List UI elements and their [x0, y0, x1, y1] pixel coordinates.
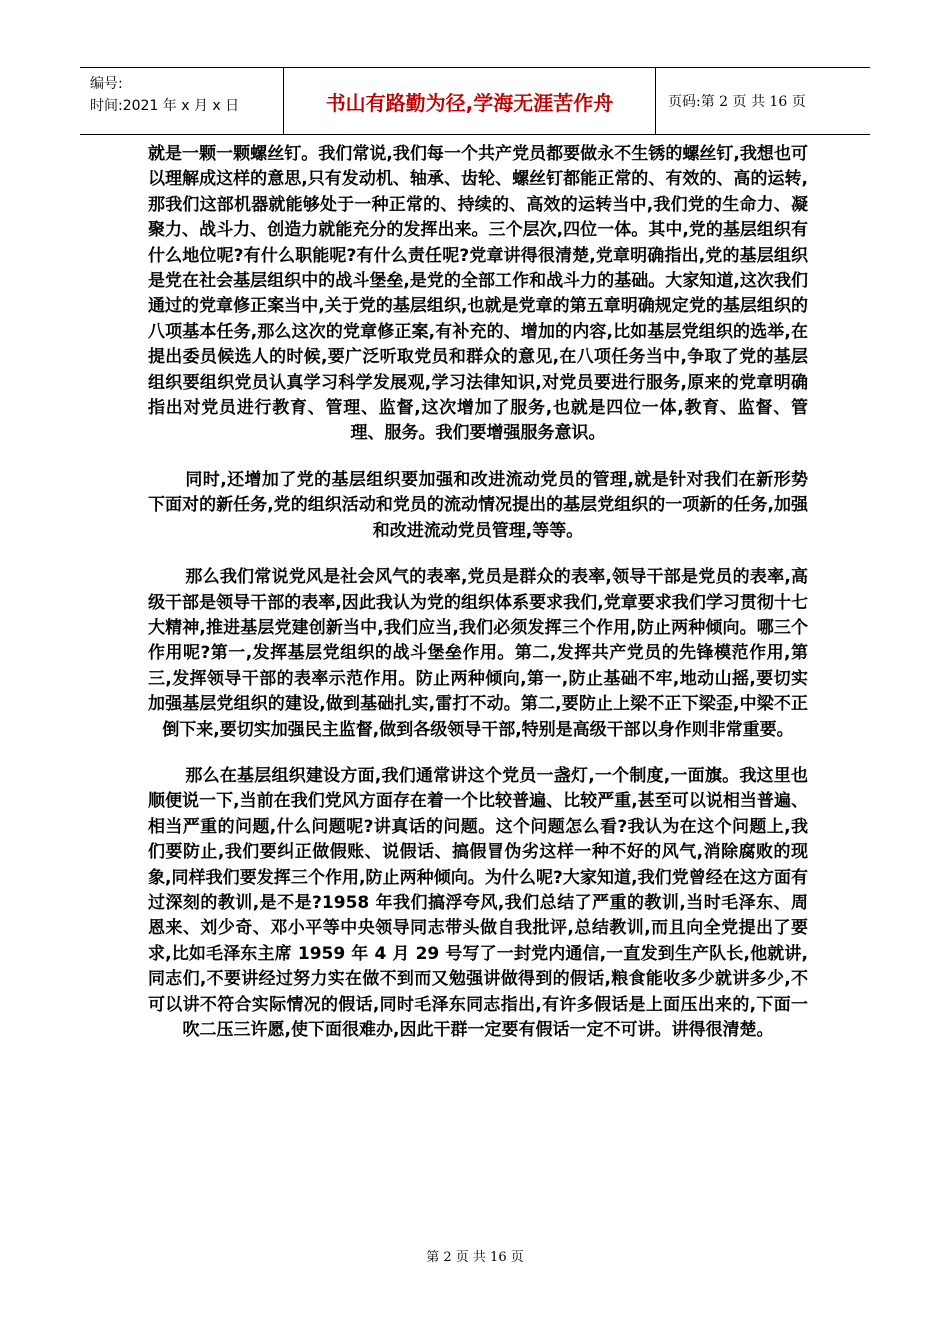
header-page-info: 页码:第 2 页 共 16 页	[668, 94, 806, 110]
paragraph: 就是一颗一颗螺丝钉。我们常说,我们每一个共产党员都要做永不生锈的螺丝钉,我想也可以理解成这样的意思,只有发动机、轴承、齿轮、螺丝钉都能正常的、有效的、高的运转,那我们这部机器就能够处于一种正常的、持续的、高效的运转当中,我们党的生命力、凝聚力、战斗力、创造力就能充分的发挥出来。三个层次,四位一体。其中,党的基层组织有什么地位呢?有什么职能呢?有什么责任呢?党章讲得很清楚,党章明确指出,党的基层组织是党在社会基层组织中的战斗堡垒,是党的全部工作和战斗力的基础。大家知道,这次我们通过的党章修正案当中,关于党的基层组织,也就是党章的第五章明确规定党的基层组织的八项基本任务,那么这次的党章修正案,有补充的、增加的内容,比如基层党组织的选举,在提出委员候选人的时候,要广泛听取党员和群众的意见,在八项任务当中,争取了党的基层组织要组织党员认真学习科学发展观,学习法律知识,对党员要进行服务,原来的党章明确指出对党员进行教育、管理、监督,这次增加了服务,也就是四位一体,教育、监督、管理、服务。我们要增强服务意识。	[148, 144, 808, 444]
paragraph: 那么在基层组织建设方面,我们通常讲这个党员一盏灯,一个制度,一面旗。我这里也顺便说一下,当前在我们党风方面存在着一个比较普遍、比较严重,甚至可以说相当普遍、相当严重的问题,什么问题呢?讲真话的问题。这个问题怎么看?我认为在这个问题上,我们要防止,我们要纠正做假账、说假话、搞假冒伪劣这样一种不好的风气,消除腐败的现象,同样我们要发挥三个作用,防止两种倾向。为什么呢?大家知道,我们党曾经在这方面有过深刻的教训,是不是?1958 年我们搞浮夸风,我们总结了严重的教训,当时毛泽东、周恩来、刘少奇、邓小平等中央领导同志带头做自我批评,总结教训,而且向全党提出了要求,比如毛泽东主席 1959 年 4 月 29 号写了一封党内通信,一直发到生产队长,他就讲,同志们,不要讲经过努力实在做不到而又勉强讲做得到的假话,粮食能收多少就讲多少,不可以讲不符合实际情况的假话,同时毛泽东同志指出,有许多假话是上面压出来的,下面一吹二压三许愿,使下面很难办,因此干群一定要有假话一定不可讲。讲得很清楚。	[148, 765, 808, 1040]
paragraph: 同时,还增加了党的基层组织要加强和改进流动党员的管理,就是针对我们在新形势下面对的新任务,党的组织活动和党员的流动情况提出的基层党组织的一项新的任务,加强和改进流动党员管理,等等。	[148, 469, 808, 541]
paragraph: 那么我们常说党风是社会风气的表率,党员是群众的表率,领导干部是党员的表率,高级干部是领导干部的表率,因此我认为党的组织体系要求我们,党章要求我们学习贯彻十七大精神,推进基层党建创新当中,我们应当,我们必须发挥三个作用,防止两种倾向。哪三个作用呢?第一,发挥基层党组织的战斗堡垒作用。第二,发挥共产党员的先锋模范作用,第三,发挥领导干部的表率示范作用。防止两种倾向,第一,防止基础不牢,地动山摇,要切实加强基层党组织的建设,做到基础扎实,雷打不动。第二,要防止上梁不正下梁歪,中梁不正倒下来,要切实加强民主监督,做到各级领导干部,特别是高级干部以身作则非常重要。	[148, 567, 808, 740]
document-number-label: 编号:	[90, 76, 123, 92]
page-footer: 第 2 页 共 16 页	[426, 1250, 524, 1265]
body-text	[148, 142, 808, 1043]
page-header	[80, 67, 870, 135]
header-meta	[80, 68, 284, 134]
header-motto: 书山有路勤为径,学海无涯苦作舟	[284, 68, 656, 134]
document-date: 时间:2021 年 x 月 x 日	[90, 98, 240, 114]
